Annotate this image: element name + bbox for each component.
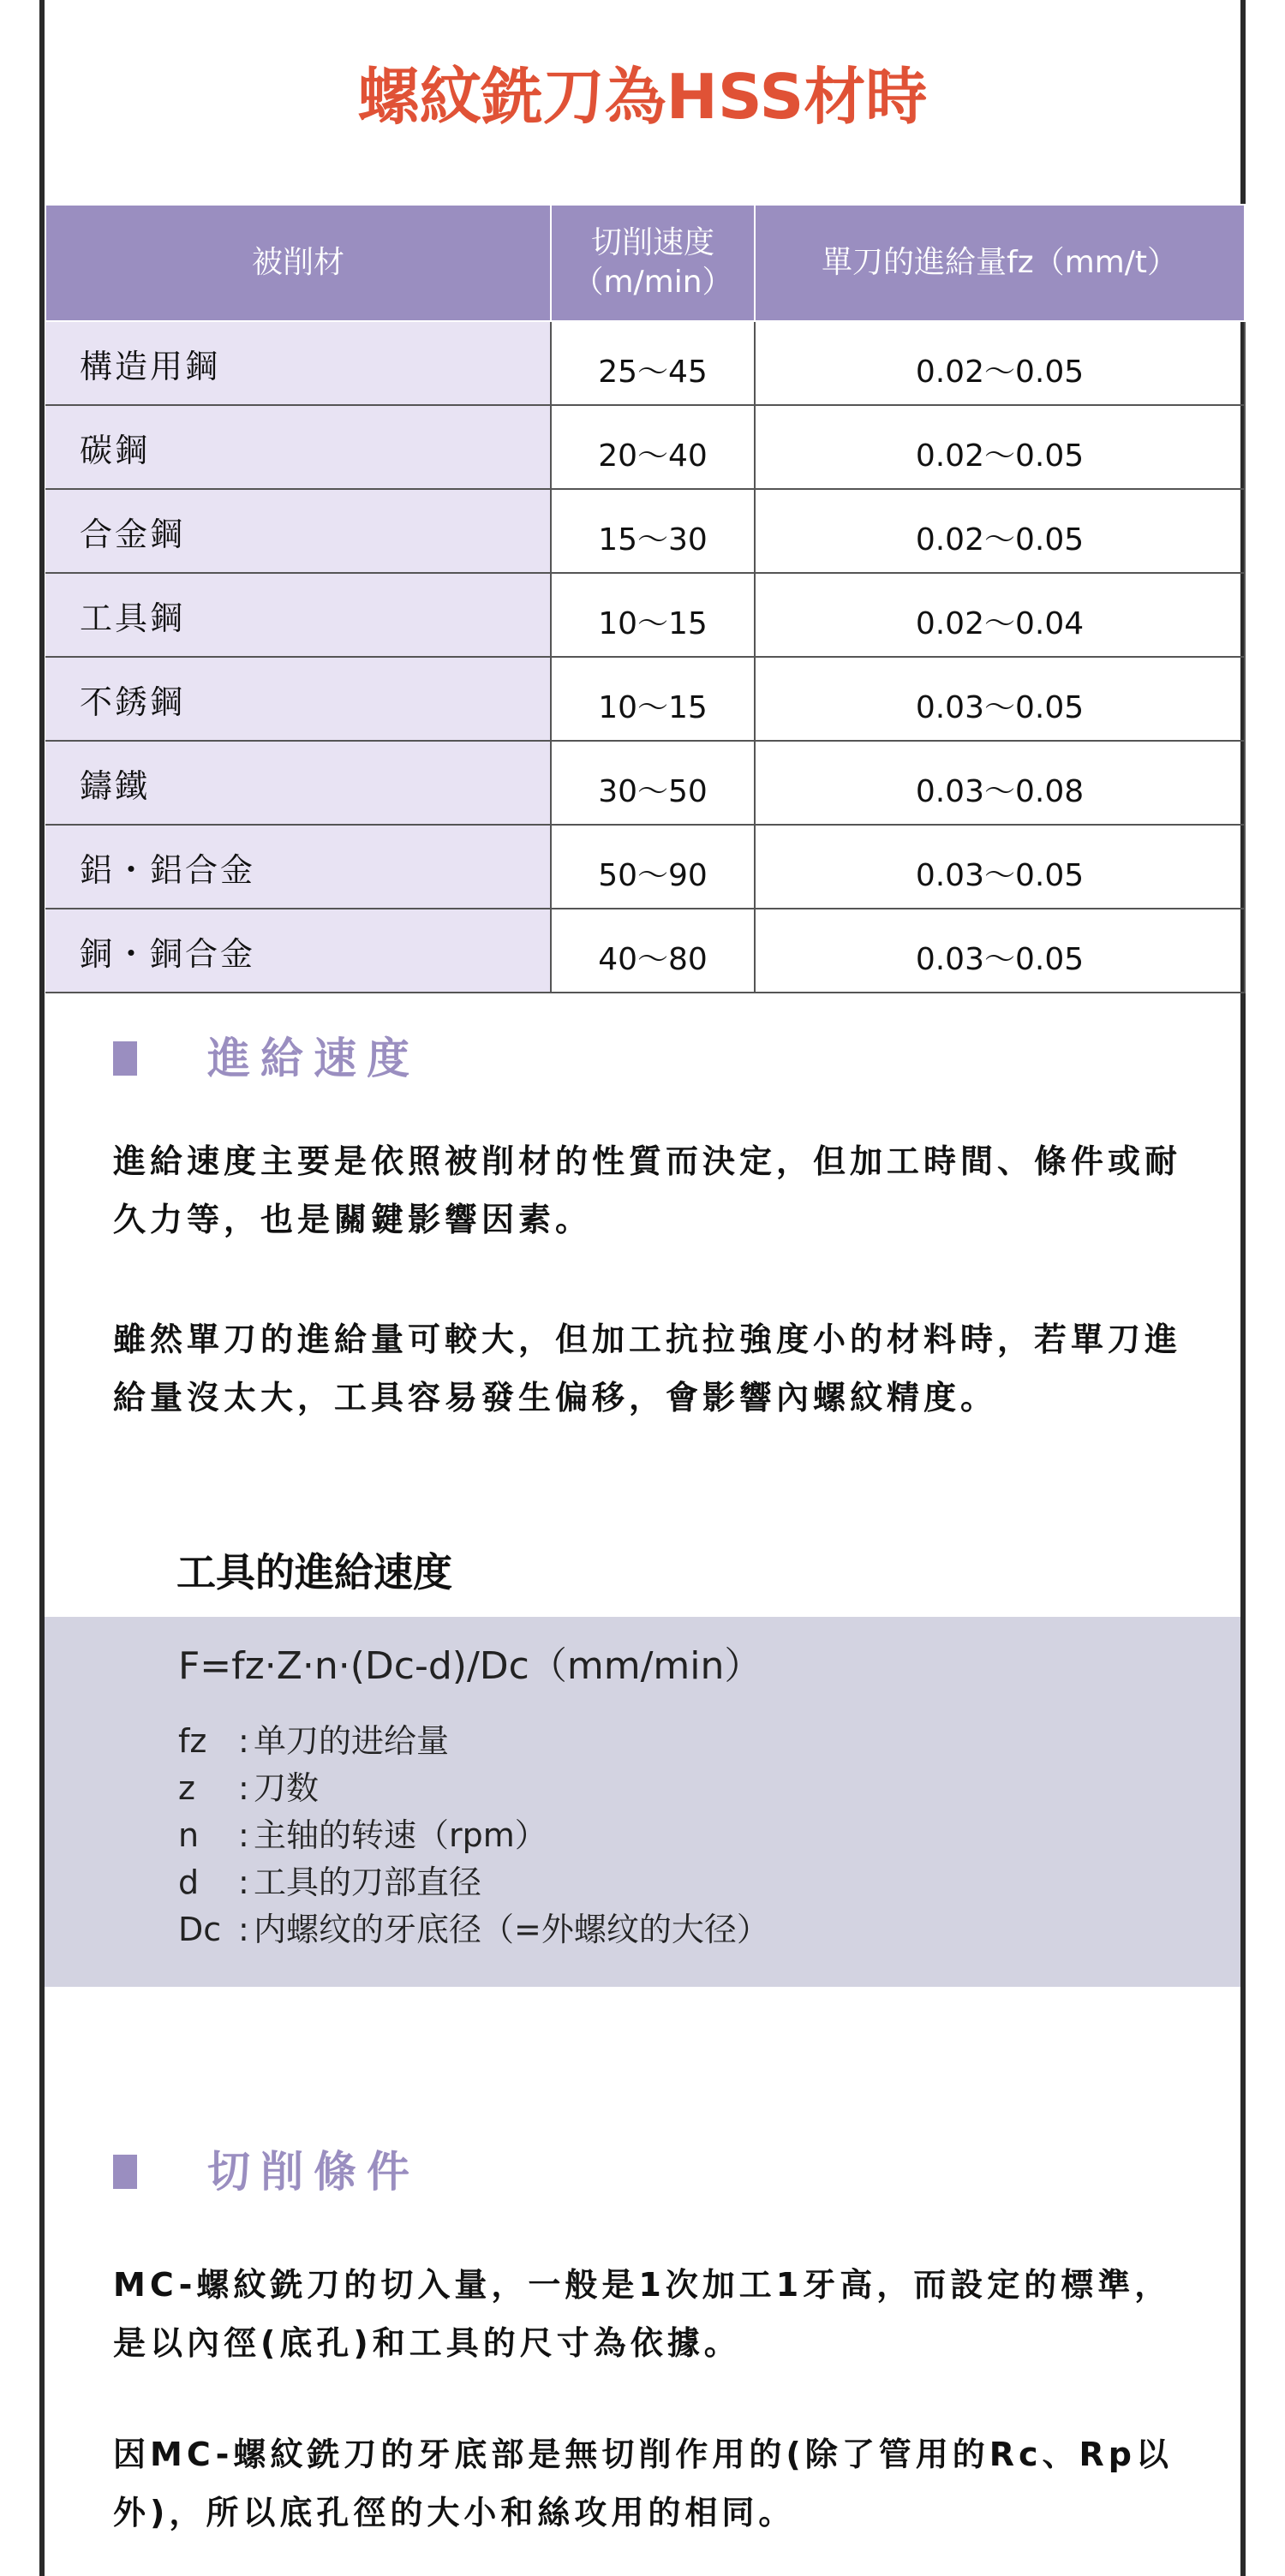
material-cell: 鑄鐵 [45,741,551,825]
speed-cell: 50～90 [551,825,755,909]
feed-speed-paragraph-1: 進給速度主要是依照被削材的性質而決定，但加工時間、條件或耐久力等，也是關鍵影響因素。 [113,1142,1182,1238]
definition-symbol: fz [178,1722,207,1760]
header-feed-per-tooth: 單刀的進給量fz（mm/t） [755,205,1245,321]
feed-cell: 0.02～0.05 [755,321,1245,405]
definition-symbol: n [178,1816,200,1854]
feed-cell: 0.02～0.05 [755,489,1245,573]
table-row [45,657,1245,741]
table-row [45,489,1245,573]
feed-cell: 0.03～0.05 [755,825,1245,909]
section-heading-text: 進給速度 [207,1034,420,1083]
speed-cell: 15～30 [551,489,755,573]
table-row [45,741,1245,825]
speed-cell: 40～80 [551,909,755,993]
feed-cell: 0.03～0.08 [755,741,1245,825]
material-cell: 鋁・鋁合金 [45,825,551,909]
definition-row: fz : 单刀的进给量 [178,1718,769,1765]
table-row [45,825,1245,909]
definition-text: 主轴的转速（rpm） [254,1816,547,1854]
material-cell: 碳鋼 [45,405,551,489]
cutting-conditions-paragraph-1: MC-螺紋銑刀的切入量，一般是1次加工1牙高，而設定的標準，是以內徑(底孔)和工具的尺寸為依據。 [113,2266,1172,2362]
cutting-conditions-paragraph-2: 因MC-螺紋銑刀的牙底部是無切削作用的(除了管用的Rc、Rp以外)，所以底孔徑的大小和絲攻用的相同。 [113,2436,1173,2531]
header-cutting-speed [551,205,755,321]
definition-symbol: z [178,1769,195,1807]
definition-row: Dc : 内螺纹的牙底径（=外螺纹的大径） [178,1906,769,1953]
page-title: 螺紋銑刀為HSS材時 [357,61,928,133]
speed-cell: 25～45 [551,321,755,405]
tool-feed-title: 工具的進給速度 [176,1549,452,1595]
section-marker-square [113,2155,137,2189]
table-row [45,405,1245,489]
material-cell: 不銹鋼 [45,657,551,741]
table-row [45,573,1245,657]
definition-text: 刀数 [254,1769,320,1807]
speed-cell: 10～15 [551,573,755,657]
feed-cell: 0.03～0.05 [755,909,1245,993]
formula-box [45,1617,1240,1987]
definition-text: 内螺纹的牙底径（=外螺纹的大径） [254,1911,769,1948]
definition-row: d : 工具的刀部直径 [178,1859,769,1906]
table-row [45,909,1245,993]
feed-formula: F=fz·Z·n·(Dc-d)/Dc（mm/min） [178,1644,762,1688]
cutting-conditions-table [45,204,1246,993]
header-material: 被削材 [45,205,551,321]
feed-speed-paragraph-2: 雖然單刀的進給量可較大，但加工抗拉強度小的材料時，若單刀進給量沒太大，工具容易發生偏移，會影響內螺紋精度。 [113,1321,1182,1416]
speed-cell: 30～50 [551,741,755,825]
definition-symbol: Dc [178,1911,222,1948]
material-cell: 銅・銅合金 [45,909,551,993]
header-cutting-speed-text: 切削速度 （m/min） [572,225,733,300]
speed-cell: 20～40 [551,405,755,489]
table-row [45,321,1245,405]
feed-cell: 0.02～0.05 [755,405,1245,489]
definition-text: 工具的刀部直径 [254,1863,482,1901]
material-cell: 工具鋼 [45,573,551,657]
material-cell: 構造用鋼 [45,321,551,405]
speed-cell: 10～15 [551,657,755,741]
formula-definitions [178,1718,769,1953]
definition-symbol: d [178,1863,200,1901]
feed-cell: 0.03～0.05 [755,657,1245,741]
definition-text: 单刀的进给量 [254,1722,450,1760]
definition-row: n : 主轴的转速（rpm） [178,1812,769,1859]
section-heading-text: 切削條件 [207,2147,420,2197]
definition-row: z : 刀数 [178,1765,769,1812]
table-header-row [45,205,1245,321]
feed-cell: 0.02～0.04 [755,573,1245,657]
material-cell: 合金鋼 [45,489,551,573]
section-marker-square [113,1041,137,1076]
